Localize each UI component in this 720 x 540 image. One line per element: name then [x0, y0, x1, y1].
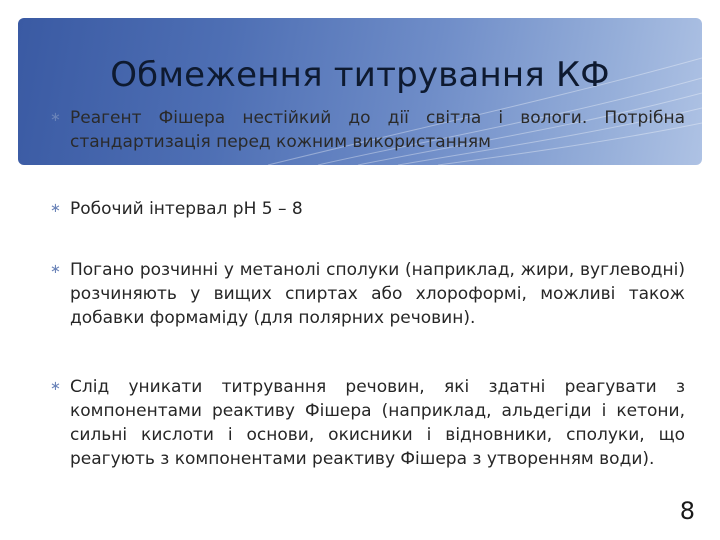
- bullet-text: Погано розчинні у метанолі сполуки (наприклад, жири, вуглеводні) розчиняють у вищих спиртах або хлороформі, можливі також добавки формаміду (для полярних речовин).: [70, 260, 685, 328]
- bullet-icon: ∗: [50, 379, 61, 394]
- bullet-icon: ∗: [50, 201, 61, 216]
- slide-title: Обмеження титрування КФ: [110, 55, 610, 95]
- bullet-icon: ∗: [50, 110, 61, 125]
- bullet-icon: ∗: [50, 262, 61, 277]
- bullet-item: [50, 375, 685, 471]
- bullet-text: Робочий інтервал pH 5 – 8: [70, 199, 303, 219]
- bullet-item: [50, 106, 685, 154]
- page-number: 8: [679, 497, 695, 525]
- bullet-text: Слід уникати титрування речовин, які здатні реагувати з компонентами реактиву Фішера (наприклад, альдегіди і кетони, сильні кислоти і основи, окисники і відновники, сполуки, що реагують з компонентами реактиву Фішера з утворенням води).: [70, 377, 685, 469]
- bullet-item: [50, 258, 685, 330]
- bullet-text: Реагент Фішера нестійкий до дії світла і вологи. Потрібна стандартизація перед кожним використанням: [70, 108, 685, 152]
- bullet-item: [50, 197, 685, 221]
